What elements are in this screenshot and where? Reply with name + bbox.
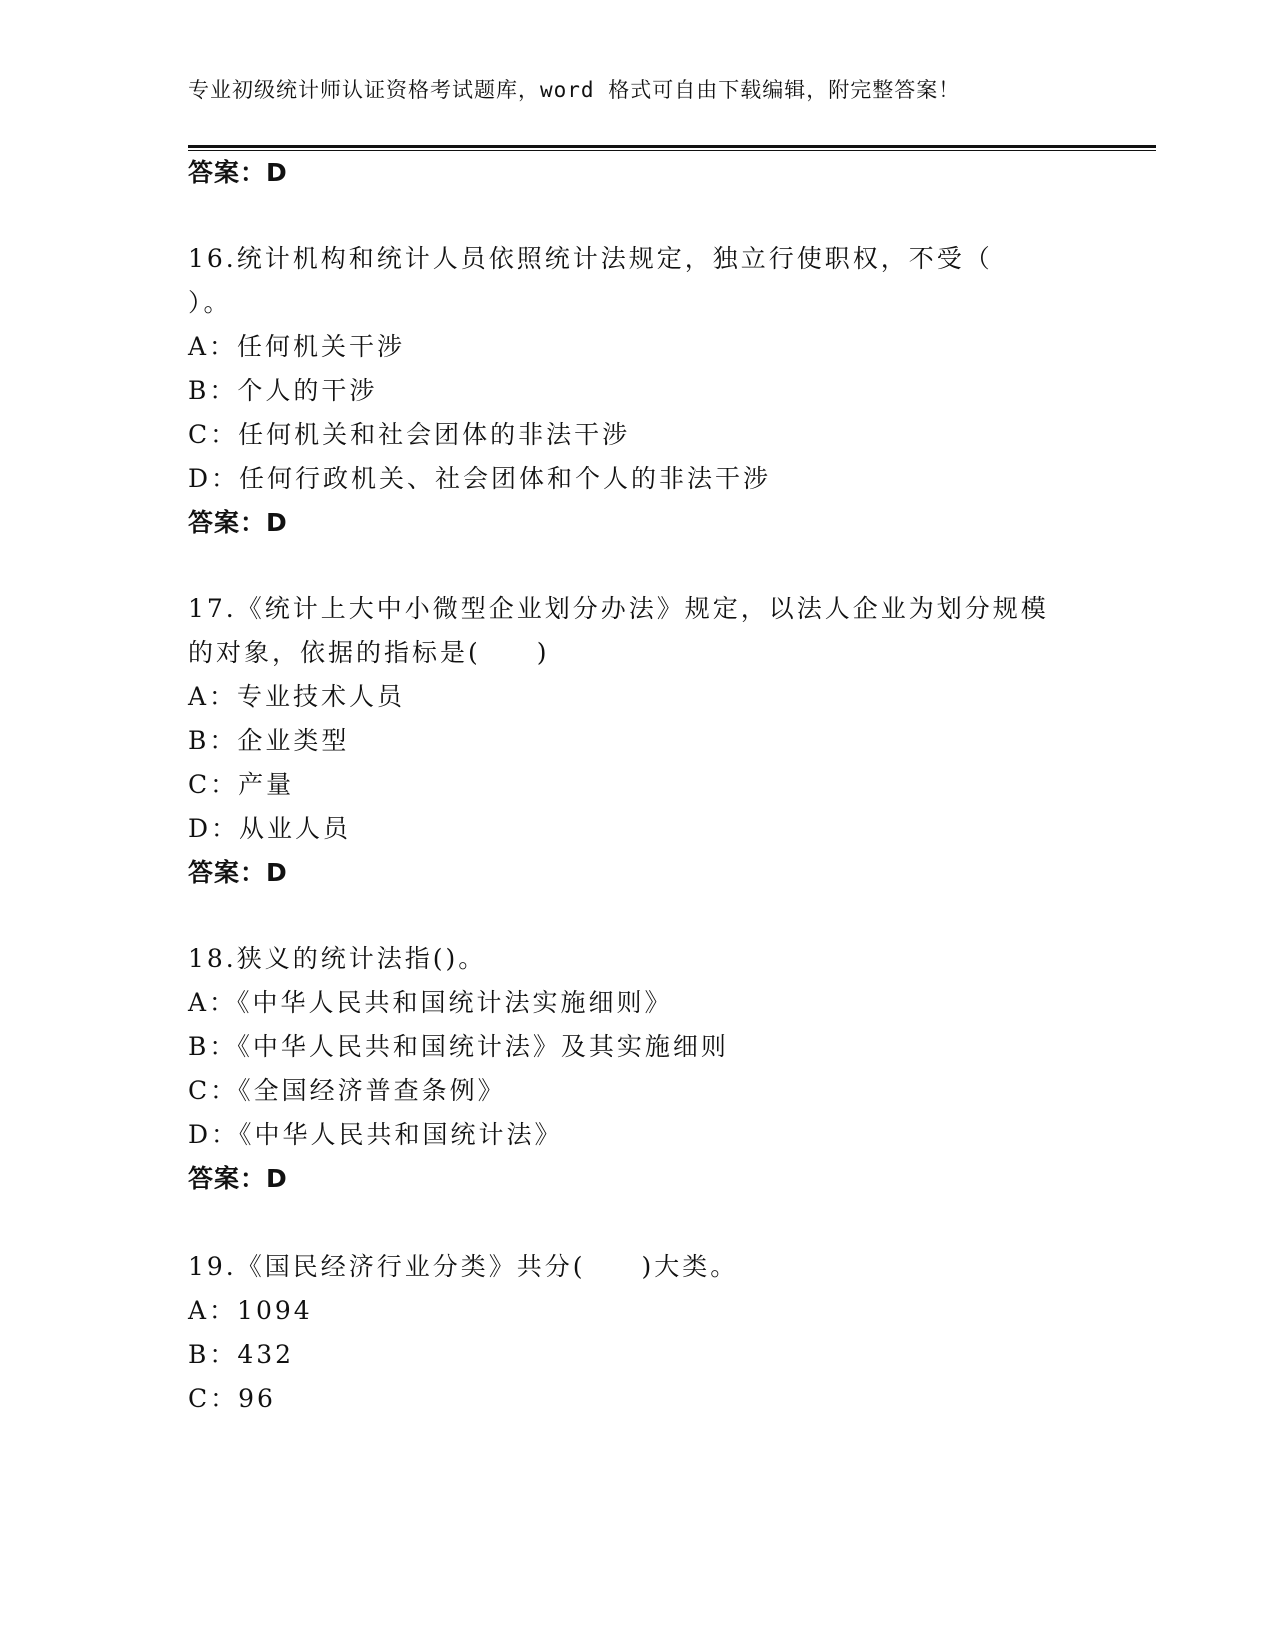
question-17-option-c: C：产量 xyxy=(188,770,295,799)
question-17-stem-continued: 的对象，依据的指标是( ) xyxy=(188,638,550,667)
question-18-answer: 答案：D xyxy=(188,1164,288,1193)
question-16-stem: 16.统计机构和统计人员依照统计法规定，独立行使职权，不受（ xyxy=(188,244,993,273)
header-rule-thin xyxy=(188,150,1156,151)
question-19-option-c: C：96 xyxy=(188,1384,276,1413)
question-17-stem: 17.《统计上大中小微型企业划分办法》规定，以法人企业为划分规模 xyxy=(188,594,1049,623)
question-16-option-a: A：任何机关干涉 xyxy=(188,332,406,361)
question-17-option-b: B：企业类型 xyxy=(188,726,350,755)
previous-answer: 答案：D xyxy=(188,158,288,187)
question-19-option-b: B：432 xyxy=(188,1340,295,1369)
question-18-stem: 18.狭义的统计法指()。 xyxy=(188,944,487,973)
question-16-option-c: C：任何机关和社会团体的非法干涉 xyxy=(188,420,631,449)
question-17-option-d: D：从业人员 xyxy=(188,814,352,843)
header-rule-thick xyxy=(188,145,1156,148)
question-17-option-a: A：专业技术人员 xyxy=(188,682,406,711)
question-16-answer: 答案：D xyxy=(188,508,288,537)
question-18-option-d: D：《中华人民共和国统计法》 xyxy=(188,1120,563,1149)
question-19-option-a: A：1094 xyxy=(188,1296,313,1325)
question-18-option-b: B：《中华人民共和国统计法》及其实施细则 xyxy=(188,1032,729,1061)
question-18-option-c: C：《全国经济普查条例》 xyxy=(188,1076,506,1105)
question-16-option-b: B：个人的干涉 xyxy=(188,376,378,405)
question-18-option-a: A：《中华人民共和国统计法实施细则》 xyxy=(188,988,673,1017)
question-19-stem: 19.《国民经济行业分类》共分( )大类。 xyxy=(188,1252,739,1281)
question-17-answer: 答案：D xyxy=(188,858,288,887)
question-16-option-d: D：任何行政机关、社会团体和个人的非法干涉 xyxy=(188,464,772,493)
page-header: 专业初级统计师认证资格考试题库，word 格式可自由下载编辑，附完整答案！ xyxy=(188,78,961,102)
question-16-stem-continued: ）。 xyxy=(188,288,232,317)
